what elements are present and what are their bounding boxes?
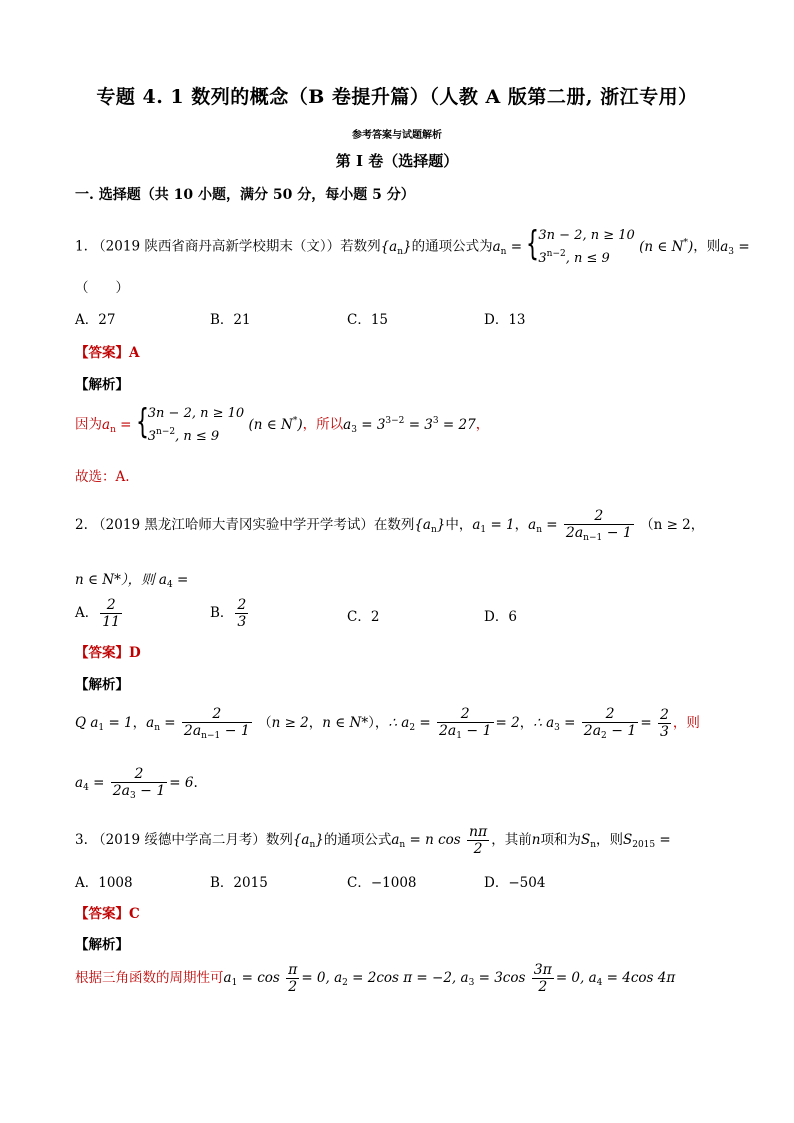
volume-heading: 第 I 卷（选择题）	[335, 152, 459, 170]
q1-after: ，则	[693, 238, 721, 255]
q1-answer: 【答案】A	[75, 345, 140, 361]
q3-option-d: D．−504	[484, 875, 546, 891]
q3-analysis-label: 【解析】	[75, 937, 129, 953]
q1-analysis-label: 【解析】	[75, 377, 129, 393]
q1-mid: 的通项公式为	[411, 238, 493, 255]
q1-option-a: A．27	[75, 312, 116, 328]
q2-analysis-line1: Q $a_1 = 1$，$a_n$ = $\frac{2}{2a_{n-1} - 1}$ （n ≥ 2，n ∈ N*），∴ $a_2$ = $\frac{2}{2a_1 - 1}$ = 2，∴ $a_3$ = $\frac{2}{2a_2 - 1}$ = $\frac{2}{3}$ ，则	[75, 706, 700, 741]
q1-seq: $\{a_n\}$	[380, 238, 412, 257]
page-subtitle: 参考答案与试题解析	[352, 130, 442, 141]
question-1: 1. （2019 陕西省商丹高新学校期末（文））若数列$\{a_n\}$的通项公式为$a_n$ = { 3n − 2, n ≥ 10 $3^{n-2}$, n ≤ 9 (n ∈ N*)，则$a_3$ =	[75, 224, 750, 266]
q3-option-c: C．−1008	[347, 875, 417, 891]
q1-analysis: 因为$a_n$ = { 3n − 2, n ≥ 10 $3^{n-2}$, n ≤ 9 (n ∈ N*)，所以$a_3 = 3^{3-2} = 3^3 = 27$，	[75, 402, 490, 444]
q2-line2: n ∈ N*），则 $a_4$ =	[75, 572, 189, 590]
q2-analysis-label: 【解析】	[75, 677, 129, 693]
q2-answer: 【答案】D	[75, 645, 141, 661]
q3-option-b: B．2015	[210, 875, 268, 891]
q2-option-d: D．6	[484, 609, 517, 625]
q3-analysis: 根据三角函数的周期性可$a_1 = \cos$ $\frac{\pi}{2}$ = 0, $a_2 = 2\cos$ π = −2, $a_3 = 3\cos$ $\frac{3\pi}{2}$ = 0, $a_4 = 4\cos$ 4π	[75, 962, 676, 995]
q2-option-a: A． $\frac{2}{11}$	[75, 597, 121, 630]
q1-option-c: C．15	[347, 312, 389, 328]
q1-prefix: 1. （2019 陕西省商丹高新学校期末（文））若数列	[75, 238, 381, 255]
question-3: 3. （2019 绥德中学高二月考）数列$\{a_n\}$的通项公式$a_n = n$ cos $\frac{n\pi}{2}$ ，其前n项和为$S_n$，则$S_{2015}$ =	[75, 824, 671, 857]
q3-option-a: A．1008	[75, 875, 133, 891]
q2-option-b: B． $\frac{2}{3}$	[210, 597, 247, 630]
q1-conclusion: 故选：A.	[75, 469, 130, 485]
q1-piecewise: { 3n − 2, n ≥ 10 $3^{n-2}$, n ≤ 9	[526, 224, 635, 266]
q1-paren: （ ）	[75, 280, 129, 296]
q3-answer: 【答案】C	[75, 906, 140, 922]
page-title: 专题 4. 1 数列的概念（B 卷提升篇）（人教 A 版第二册, 浙江专用）	[96, 86, 698, 108]
question-2: 2. （2019 黑龙江哈师大青冈实验中学开学考试）在数列$\{a_n\}$中，$a_1 = 1$，$a_n$ = $\frac{2}{2a_{n-1} - 1}$ （n ≥ 2，	[75, 508, 705, 543]
q1-option-b: B．21	[210, 312, 251, 328]
section-heading: 一. 选择题（共 10 小题，满分 50 分，每小题 5 分）	[75, 187, 415, 203]
q2-option-c: C．2	[347, 609, 380, 625]
q2-analysis-line2: $a_4$ = $\frac{2}{2a_3 - 1}$ = 6.	[75, 766, 198, 801]
q1-option-d: D．13	[484, 312, 526, 328]
